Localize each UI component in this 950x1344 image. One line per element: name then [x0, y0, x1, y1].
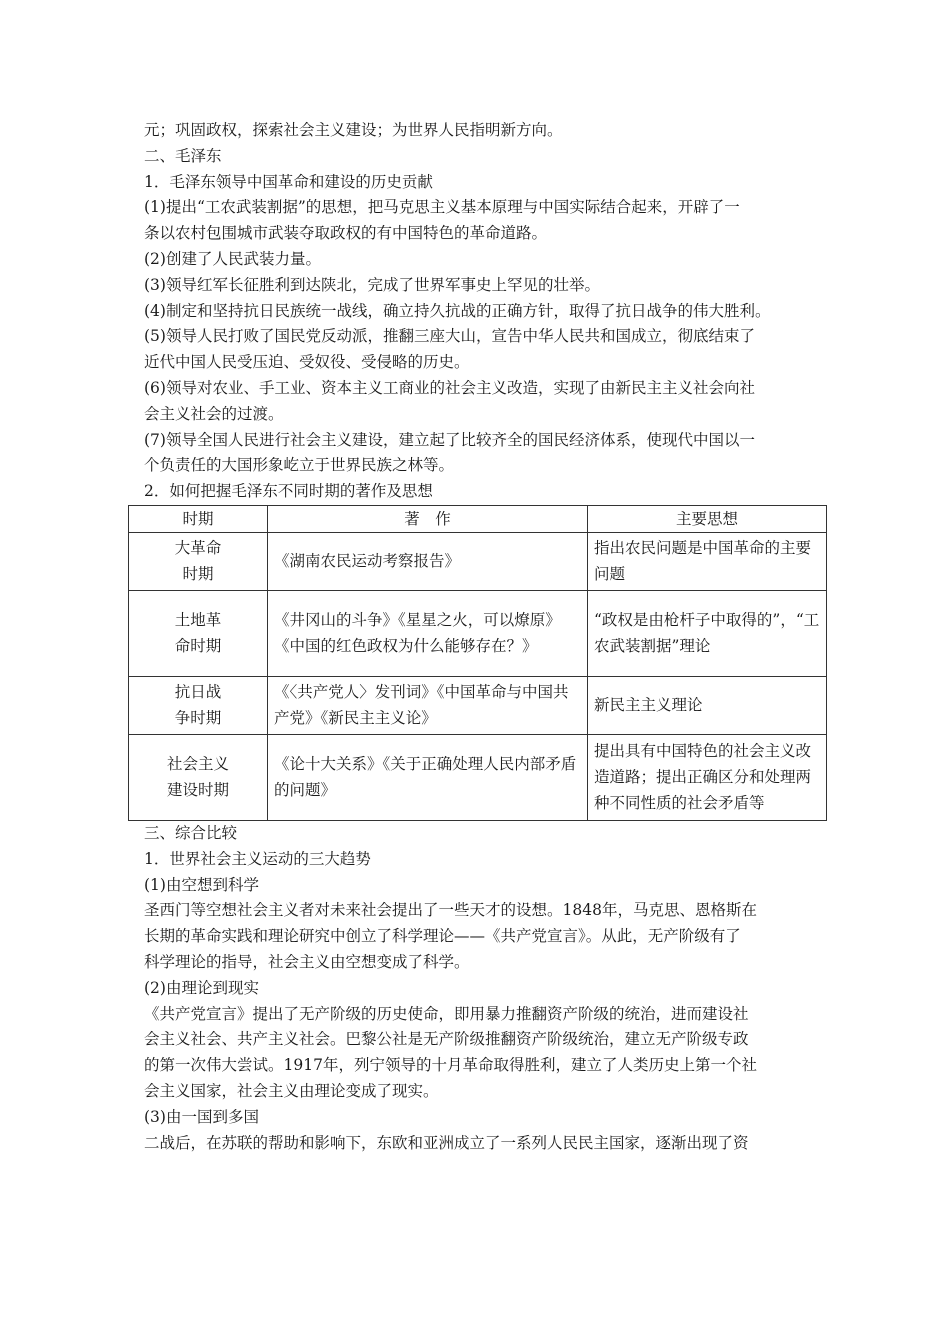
works-cell: 《湖南农民运动考察报告》	[268, 532, 588, 590]
text-block-bottom	[144, 821, 824, 1156]
text-line: 科学理论的指导，社会主义由空想变成了科学。	[144, 952, 470, 971]
header-works: 著 作	[268, 505, 588, 532]
works-cell: 《井冈山的斗争》《星星之火，可以燎原》《中国的红色政权为什么能够存在？》	[268, 590, 588, 676]
text-line: (3)由一国到多国	[144, 1107, 259, 1126]
text-line: 元；巩固政权，探索社会主义建设；为世界人民指明新方向。	[144, 121, 563, 139]
subsection-heading: 2．如何把握毛泽东不同时期的著作及思想	[144, 482, 433, 501]
header-ideas: 主要思想	[588, 505, 827, 532]
period-cell: 土地革 命时期	[129, 590, 268, 676]
text-line: 长期的革命实践和理论研究中创立了科学理论——《共产党宣言》。从此，无产阶级有了	[144, 927, 741, 946]
works-cell: 《论十大关系》《关于正确处理人民内部矛盾的问题》	[268, 734, 588, 820]
text-line: (7)领导全国人民进行社会主义建设，建立起了比较齐全的国民经济体系，使现代中国以一	[144, 430, 755, 449]
text-line: 二战后，在苏联的帮助和影响下，东欧和亚洲成立了一系列人民民主国家，逐渐出现了资	[144, 1133, 749, 1152]
text-line: 的第一次伟大尝试。1917年，列宁领导的十月革命取得胜利，建立了人类历史上第一个社	[144, 1056, 757, 1075]
text-line: (2)创建了人民武装力量。	[144, 249, 321, 268]
text-line: 会主义社会的过渡。	[144, 404, 284, 423]
text-line: 个负责任的大国形象屹立于世界民族之林等。	[144, 456, 455, 475]
text-line: 会主义社会、共产主义社会。巴黎公社是无产阶级推翻资产阶级统治，建立无产阶级专政	[144, 1030, 749, 1049]
ideas-cell: 指出农民问题是中国革命的主要问题	[588, 532, 827, 590]
text-line: (3)领导红军长征胜利到达陕北，完成了世界军事史上罕见的壮举。	[144, 275, 600, 294]
section-heading: 三、综合比较	[144, 823, 238, 842]
header-period: 时期	[129, 505, 268, 532]
text-line: (5)领导人民打败了国民党反动派，推翻三座大山，宣告中华人民共和国成立，彻底结束了	[144, 327, 755, 346]
text-line: (1)提出“工农武装割据”的思想，把马克思主义基本原理与中国实际结合起来，开辟了一	[144, 198, 740, 217]
text-line: (6)领导对农业、手工业、资本主义工商业的社会主义改造，实现了由新民主主义社会向社	[144, 378, 755, 397]
works-table	[128, 505, 827, 821]
ideas-cell: 新民主主义理论	[588, 676, 827, 734]
text-block-top	[144, 118, 824, 505]
period-cell: 抗日战 争时期	[129, 676, 268, 734]
ideas-cell: “政权是由枪杆子中取得的”，“工农武装割据”理论	[588, 590, 827, 676]
document-body	[144, 118, 824, 1156]
section-heading: 二、毛泽东	[144, 146, 222, 165]
text-line: (2)由理论到现实	[144, 978, 259, 997]
text-line: 圣西门等空想社会主义者对未来社会提出了一些天才的设想。1848年，马克思、恩格斯在	[144, 901, 757, 920]
subsection-heading: 1．世界社会主义运动的三大趋势	[144, 849, 371, 868]
text-line: 条以农村包围城市武装夺取政权的有中国特色的革命道路。	[144, 224, 548, 243]
subsection-heading: 1．毛泽东领导中国革命和建设的历史贡献	[144, 172, 433, 191]
table-row	[129, 532, 827, 590]
period-cell: 大革命 时期	[129, 532, 268, 590]
text-line: (1)由空想到科学	[144, 875, 259, 894]
text-line: (4)制定和坚持抗日民族统一战线，确立持久抗战的正确方针，取得了抗日战争的伟大胜利。	[144, 301, 771, 320]
table-row	[129, 734, 827, 820]
text-line: 会主义国家，社会主义由理论变成了现实。	[144, 1081, 439, 1100]
table-header-row	[129, 505, 827, 532]
works-cell: 《〈共产党人〉发刊词》《中国革命与中国共产党》《新民主主义论》	[268, 676, 588, 734]
text-line: 近代中国人民受压迫、受奴役、受侵略的历史。	[144, 353, 470, 372]
table-row	[129, 676, 827, 734]
text-line: 《共产党宣言》提出了无产阶级的历史使命，即用暴力推翻资产阶级的统治，进而建设社	[144, 1004, 749, 1023]
ideas-cell: 提出具有中国特色的社会主义改造道路；提出正确区分和处理两种不同性质的社会矛盾等	[588, 734, 827, 820]
table-row	[129, 590, 827, 676]
period-cell: 社会主义 建设时期	[129, 734, 268, 820]
